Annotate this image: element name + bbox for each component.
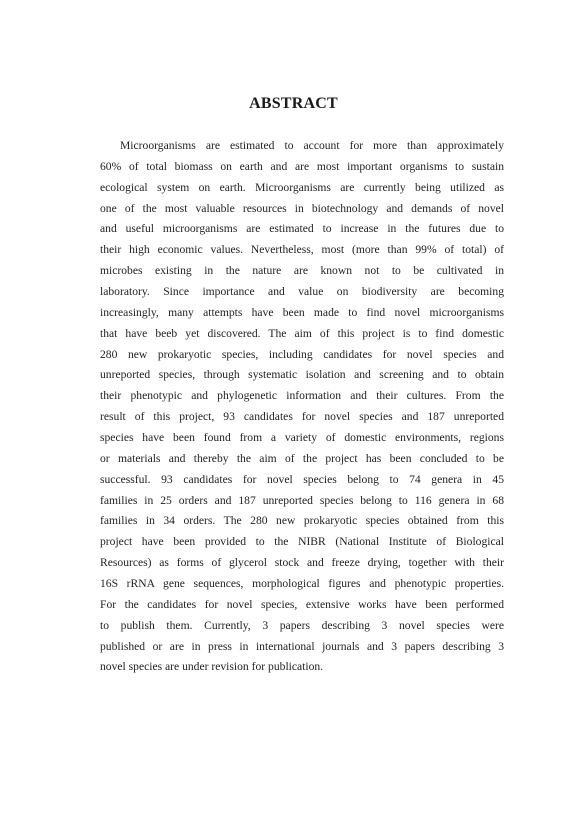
abstract-line: For the candidates for novel species, extensive works have been performed (100, 597, 504, 611)
abstract-line: 16S rRNA gene sequences, morphological figures and phenotypic properties. (100, 577, 504, 591)
abstract-line: result of this project, 93 candidates for novel species and 187 unreported (100, 410, 504, 424)
abstract-line: project have been provided to the NIBR (National Institute of Biological (100, 535, 504, 549)
abstract-line: 60% of total biomass on earth and are most important organisms to sustain (100, 159, 504, 173)
abstract-title: ABSTRACT (249, 95, 338, 112)
abstract-line: and useful microorganisms are estimated to increase in the futures due to (100, 222, 504, 236)
abstract-line: successful. 93 candidates for novel species belong to 74 genera in 45 (100, 472, 504, 486)
abstract-line: families in 25 orders and 187 unreported species belong to 116 genera in 68 (100, 493, 504, 507)
abstract-line: published or are in press in international journals and 3 papers describing 3 (100, 639, 504, 653)
abstract-line: one of the most valuable resources in biotechnology and demands of novel (100, 201, 504, 215)
abstract-line: ecological system on earth. Microorganisms are currently being utilized as (100, 180, 504, 194)
abstract-line: species have been found from a variety of domestic environments, regions (100, 431, 504, 445)
abstract-line: their phenotypic and phylogenetic information and their cultures. From the (100, 389, 504, 403)
abstract-line: Microorganisms are estimated to account for more than approximately (120, 139, 504, 152)
abstract-line: microbes existing in the nature are known not to be cultivated in (100, 264, 504, 278)
abstract-line: to publish them. Currently, 3 papers describing 3 novel species were (100, 618, 504, 632)
abstract-line: 280 new prokaryotic species, including candidates for novel species and (100, 347, 504, 361)
abstract-line: their high economic values. Nevertheless, most (more than 99% of total) of (100, 243, 504, 257)
abstract-line: increasingly, many attempts have been made to find novel microorganisms (100, 305, 504, 319)
abstract-line: families in 34 orders. The 280 new prokaryotic species obtained from this (100, 514, 504, 528)
abstract-line: Resources) as forms of glycerol stock and freeze drying, together with their (100, 556, 504, 570)
abstract-line: novel species are under revision for publication. (100, 660, 324, 674)
abstract-line: laboratory. Since importance and value on biodiversity are becoming (100, 285, 504, 299)
abstract-line: or materials and thereby the aim of the project has been concluded to be (100, 451, 504, 465)
abstract-line: that have beeb yet discovered. The aim of this project is to find domestic (100, 326, 504, 340)
abstract-body (100, 136, 504, 678)
abstract-line: unreported species, through systematic isolation and screening and to obtain (100, 368, 504, 382)
